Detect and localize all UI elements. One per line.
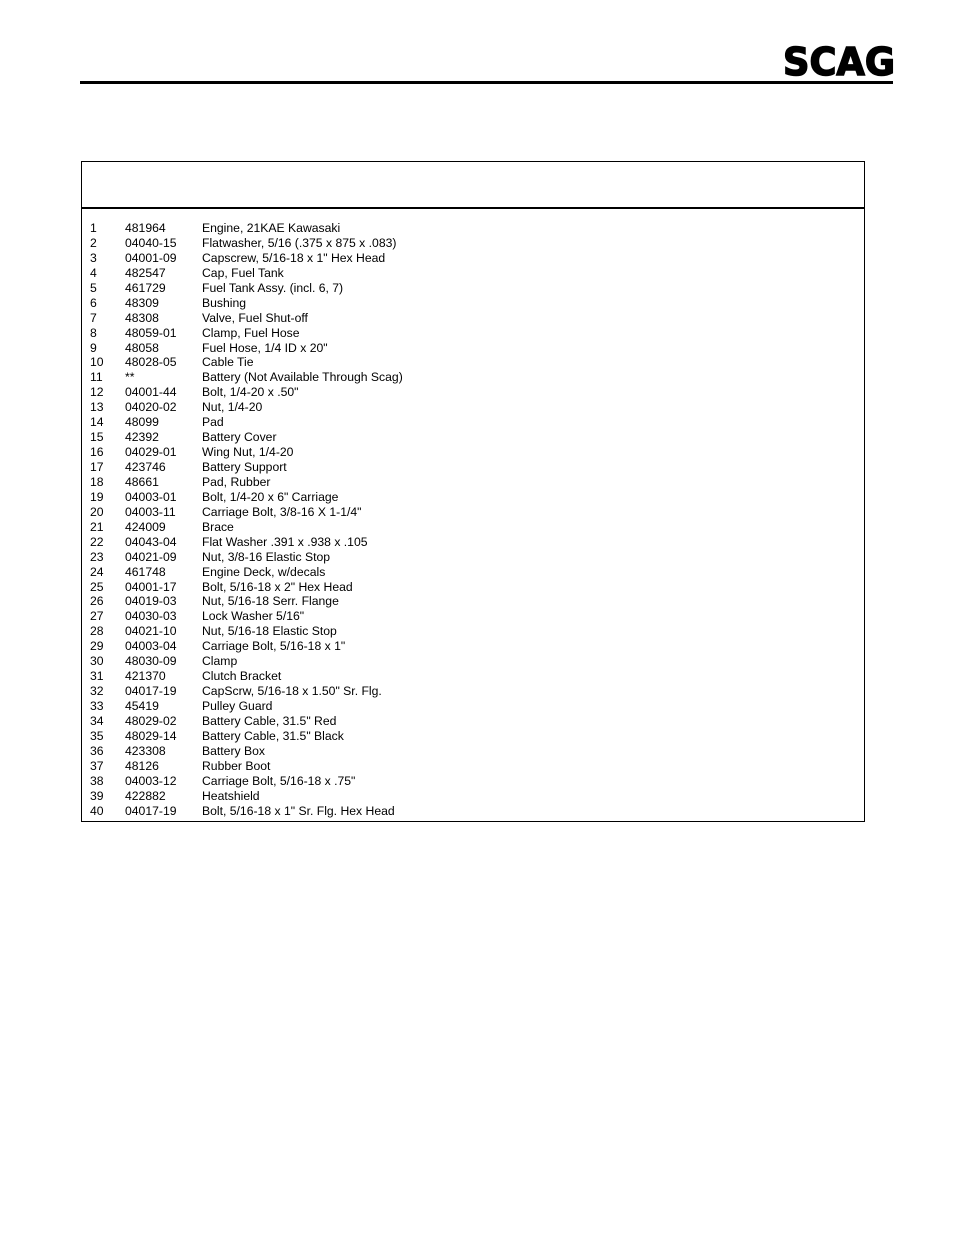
table-row [90, 505, 850, 520]
part-number-cell: 04003-11 [125, 504, 176, 519]
ref-cell: 32 [90, 684, 104, 699]
part-number-cell: 04001-44 [125, 385, 177, 400]
ref-cell: 5 [90, 280, 97, 295]
ref-cell: 8 [90, 325, 97, 340]
table-header [82, 162, 864, 209]
ref-cell: 34 [90, 713, 104, 728]
description-cell: Clamp, Fuel Hose [202, 325, 300, 340]
ref-cell: 40 [90, 803, 104, 818]
ref-cell: 28 [90, 624, 104, 639]
description-cell: Battery (Not Available Through Scag) [202, 370, 403, 385]
ref-cell: 24 [90, 564, 104, 579]
part-number-cell: 04020-02 [125, 400, 177, 415]
table-row [90, 669, 850, 684]
table-row [90, 266, 850, 281]
ref-cell: 4 [90, 265, 97, 280]
part-number-cell: 48099 [125, 415, 159, 430]
description-cell: Lock Washer 5/16" [202, 609, 305, 624]
part-number-cell: 482547 [125, 265, 166, 280]
part-number-cell: 04017-19 [125, 684, 177, 699]
description-cell: Clutch Bracket [202, 669, 282, 684]
part-number-cell: 04021-10 [125, 624, 177, 639]
ref-cell: 31 [90, 669, 104, 684]
table-row [90, 744, 850, 759]
description-cell: Nut, 3/8-16 Elastic Stop [202, 549, 331, 564]
part-number-cell: 04001-17 [125, 579, 177, 594]
table-row [90, 430, 850, 445]
part-number-cell: 48309 [125, 295, 159, 310]
table-row [90, 520, 850, 535]
part-number-cell: 461729 [125, 280, 166, 295]
ref-cell: 14 [90, 415, 104, 430]
description-cell: Fuel Tank Assy. (incl. 6, 7) [202, 280, 344, 295]
ref-cell: 7 [90, 310, 97, 325]
part-number-cell: 461748 [125, 564, 166, 579]
header-rule [80, 81, 893, 84]
part-number-cell: 04021-09 [125, 549, 177, 564]
part-number-cell: 04017-19 [125, 803, 177, 818]
table-row [90, 490, 850, 505]
part-number-cell: 421370 [125, 669, 166, 684]
description-cell: Valve, Fuel Shut-off [202, 310, 308, 325]
table-row [90, 445, 850, 460]
description-cell: Cable Tie [202, 355, 254, 370]
ref-cell: 1 [90, 221, 97, 235]
table-row [90, 789, 850, 804]
ref-cell: 13 [90, 400, 104, 415]
description-cell: Flatwasher, 5/16 (.375 x 875 x .083) [202, 235, 397, 250]
description-cell: Brace [202, 519, 234, 534]
description-cell: Wing Nut, 1/4-20 [202, 445, 294, 460]
part-number-cell: 42392 [125, 430, 159, 445]
part-number-cell: 04001-09 [125, 250, 177, 265]
part-number-cell: ** [125, 370, 135, 385]
table-row [90, 565, 850, 580]
part-number-cell: 48661 [125, 474, 159, 489]
ref-cell: 26 [90, 594, 104, 609]
part-number-cell: 04029-01 [125, 445, 177, 460]
ref-cell: 21 [90, 519, 104, 534]
table-row [90, 400, 850, 415]
table-row [90, 729, 850, 744]
table-row [90, 475, 850, 490]
description-cell: Pulley Guard [202, 699, 273, 713]
table-row [90, 759, 850, 774]
ref-cell: 33 [90, 699, 104, 713]
description-cell: Carriage Bolt, 3/8-16 X 1-1/4" [202, 504, 362, 519]
table-row [90, 385, 850, 400]
description-cell: Nut, 1/4-20 [202, 400, 263, 415]
ref-cell: 15 [90, 430, 104, 445]
description-cell: Bolt, 5/16-18 x 2" Hex Head [202, 579, 353, 594]
part-number-cell: 48126 [125, 758, 159, 773]
part-number-cell: 424009 [125, 519, 166, 534]
description-cell: Heatshield [202, 788, 260, 803]
ref-cell: 10 [90, 355, 104, 370]
parts-table [81, 161, 865, 822]
description-cell: Battery Cable, 31.5" Black [202, 728, 344, 743]
ref-cell: 29 [90, 639, 104, 654]
table-row [90, 714, 850, 729]
ref-cell: 12 [90, 385, 104, 400]
description-cell: Fuel Hose, 1/4 ID x 20" [202, 340, 328, 355]
ref-cell: 11 [90, 370, 103, 385]
part-number-cell: 04043-04 [125, 534, 177, 549]
table-row [90, 624, 850, 639]
part-number-cell: 48029-02 [125, 713, 177, 728]
table-row [90, 236, 850, 251]
table-row [90, 415, 850, 430]
part-number-cell: 04019-03 [125, 594, 177, 609]
ref-cell: 25 [90, 579, 104, 594]
part-number-cell: 48059-01 [125, 325, 177, 340]
part-number-cell: 04003-12 [125, 773, 177, 788]
part-number-cell: 481964 [125, 221, 166, 235]
description-cell: Engine, 21KAE Kawasaki [202, 221, 341, 235]
description-cell: Battery Box [202, 743, 265, 758]
description-cell: Cap, Fuel Tank [202, 265, 284, 280]
description-cell: Capscrew, 5/16-18 x 1" Hex Head [202, 250, 386, 265]
ref-cell: 36 [90, 743, 104, 758]
parts-rows [90, 221, 850, 819]
table-row [90, 341, 850, 356]
description-cell: Nut, 5/16-18 Serr. Flange [202, 594, 339, 609]
description-cell: Bolt, 5/16-18 x 1" Sr. Flg. Hex Head [202, 803, 395, 818]
description-cell: Battery Support [202, 460, 287, 474]
part-number-cell: 45419 [125, 699, 159, 713]
scag-logo [782, 44, 896, 78]
table-row [90, 550, 850, 565]
ref-cell: 22 [90, 534, 104, 549]
description-cell: Carriage Bolt, 5/16-18 x 1" [202, 639, 346, 654]
description-cell: Carriage Bolt, 5/16-18 x .75" [202, 773, 356, 788]
part-number-cell: 04040-15 [125, 235, 177, 250]
part-number-cell: 48308 [125, 310, 159, 325]
ref-cell: 19 [90, 489, 104, 504]
table-row [90, 251, 850, 266]
description-cell: Engine Deck, w/decals [202, 564, 326, 579]
table-row [90, 221, 850, 236]
part-number-cell: 422882 [125, 788, 166, 803]
part-number-cell: 04030-03 [125, 609, 177, 624]
description-cell: Bolt, 1/4-20 x 6" Carriage [202, 489, 339, 504]
table-row [90, 281, 850, 296]
description-cell: CapScrw, 5/16-18 x 1.50" Sr. Flg. [202, 684, 382, 699]
description-cell: Pad [202, 415, 224, 430]
table-row [90, 684, 850, 699]
description-cell: Battery Cover [202, 430, 277, 445]
part-number-cell: 48058 [125, 340, 159, 355]
ref-cell: 38 [90, 773, 104, 788]
table-row [90, 804, 850, 819]
table-row [90, 580, 850, 595]
part-number-cell: 48030-09 [125, 654, 177, 669]
part-number-cell: 48028-05 [125, 355, 177, 370]
description-cell: Bolt, 1/4-20 x .50" [202, 385, 299, 400]
table-row [90, 355, 850, 370]
ref-cell: 30 [90, 654, 104, 669]
ref-cell: 16 [90, 445, 104, 460]
description-cell: Flat Washer .391 x .938 x .105 [202, 534, 368, 549]
part-number-cell: 04003-01 [125, 489, 177, 504]
table-row [90, 774, 850, 789]
ref-cell: 18 [90, 474, 104, 489]
table-row [90, 594, 850, 609]
description-cell: Nut, 5/16-18 Elastic Stop [202, 624, 337, 639]
part-number-cell: 48029-14 [125, 728, 177, 743]
description-cell: Battery Cable, 31.5" Red [202, 713, 337, 728]
ref-cell: 2 [90, 235, 97, 250]
table-row [90, 699, 850, 714]
table-row [90, 326, 850, 341]
description-cell: Pad, Rubber [202, 474, 271, 489]
part-number-cell: 423746 [125, 460, 166, 474]
part-number-cell: 04003-04 [125, 639, 177, 654]
table-row [90, 296, 850, 311]
table-row [90, 609, 850, 624]
ref-cell: 27 [90, 609, 104, 624]
table-row [90, 460, 850, 475]
description-cell: Rubber Boot [202, 758, 271, 773]
ref-cell: 6 [90, 295, 97, 310]
ref-cell: 39 [90, 788, 104, 803]
description-cell: Clamp [202, 654, 238, 669]
logo-text: SCAG [783, 44, 895, 78]
ref-cell: 37 [90, 758, 104, 773]
table-row [90, 654, 850, 669]
ref-cell: 35 [90, 728, 104, 743]
part-number-cell: 423308 [125, 743, 166, 758]
ref-cell: 17 [90, 460, 104, 474]
ref-cell: 20 [90, 504, 104, 519]
table-row [90, 370, 850, 385]
table-row [90, 639, 850, 654]
ref-cell: 9 [90, 340, 97, 355]
description-cell: Bushing [202, 295, 247, 310]
table-row [90, 535, 850, 550]
table-row [90, 311, 850, 326]
ref-cell: 3 [90, 250, 97, 265]
ref-cell: 23 [90, 549, 104, 564]
